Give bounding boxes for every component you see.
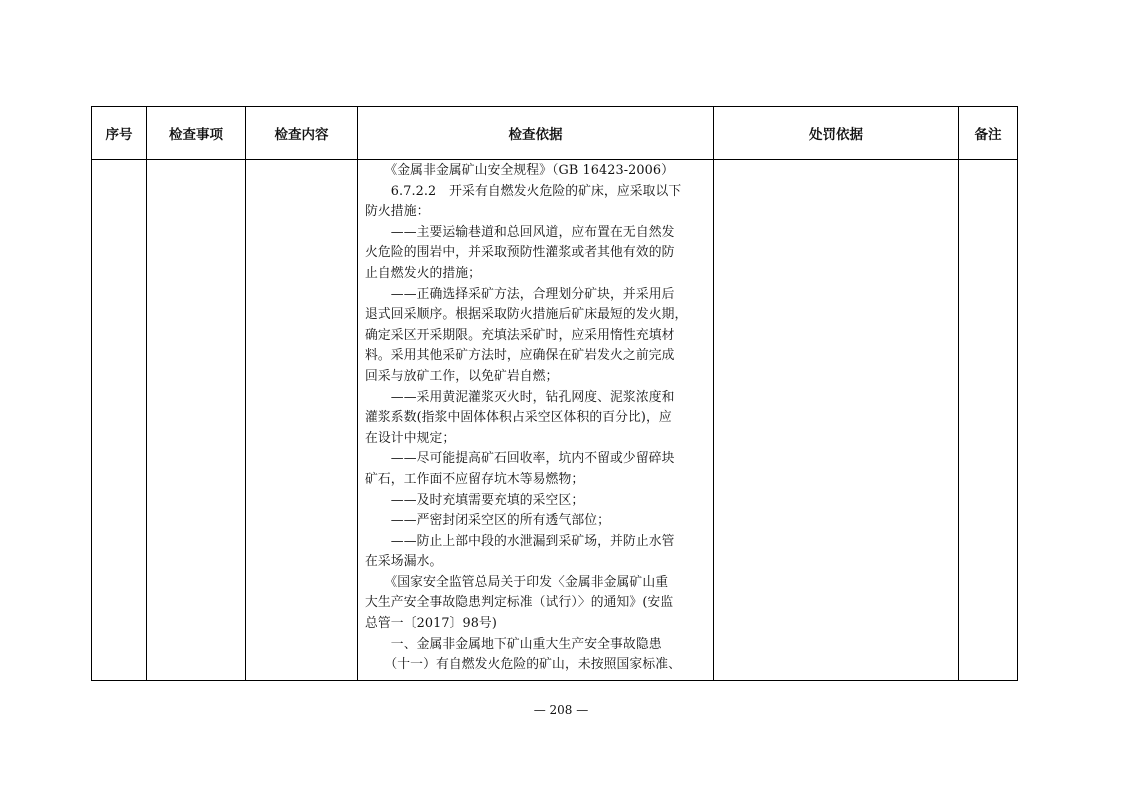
basis-text-line: 回采与放矿工作，以免矿岩自燃； [365,368,559,384]
basis-text-line: ——采用黄泥灌浆灭火时，钻孔网度、泥浆浓度和 [365,389,675,405]
basis-text-line: 在采场漏水。 [365,554,443,570]
basis-text-line: ——及时充填需要充填的采空区； [365,492,585,508]
basis-text-line: 料。采用其他采矿方法时，应确保在矿岩发火之前完成 [365,348,675,364]
basis-text-line: 在设计中规定； [365,430,456,446]
header-inspection-item: 检查事项 [147,107,246,160]
basis-text-line: 退式回采顺序。根据采取防火措施后矿床最短的发火期， [365,307,688,323]
basis-text-line: 《金属非金属矿山安全规程》（GB 16423-2006） [365,163,675,178]
basis-text-line: ——主要运输巷道和总回风道，应布置在无自然发 [365,224,675,240]
basis-text-line: 总管一〔2017〕98号) [365,616,497,632]
basis-text-line: 大生产安全事故隐患判定标准（试行）〉的通知》(安监 [365,595,674,611]
basis-text-line: ——尽可能提高矿石回收率，坑内不留或少留碎块 [365,451,675,467]
basis-text-line: ——防止上部中段的水泄漏到采矿场，并防止水管 [365,533,675,549]
cell-inspection-item [147,160,246,681]
header-inspection-basis: 检查依据 [358,107,714,160]
cell-inspection-content [246,160,358,681]
basis-text-line: 一、金属非金属地下矿山重大生产安全事故隐患 [365,636,662,652]
inspection-table [91,106,1018,681]
basis-text-line: 灌浆系数(指浆中固体体积占采空区体积的百分比)，应 [365,410,672,426]
header-penalty-basis: 处罚依据 [714,107,959,160]
header-serial-number: 序号 [92,107,147,160]
basis-text-line: （十一）有自燃发火危险的矿山，未按照国家标准、 [365,657,682,673]
basis-text-line: 止自燃发火的措施； [365,265,482,281]
page-number: — 208 — [533,703,589,717]
basis-text-line: 防火措施： [365,204,430,220]
basis-text-line: 确定采区开采期限。充填法采矿时，应采用惰性充填材 [365,327,675,343]
table-row [92,160,1018,681]
cell-penalty-basis [714,160,959,681]
cell-inspection-basis [358,160,714,681]
inspection-basis-text [365,161,710,676]
basis-text-line: ——正确选择采矿方法，合理划分矿块，并采用后 [365,286,675,302]
header-inspection-content: 检查内容 [246,107,358,160]
basis-text-line: 火危险的围岩中，并采取预防性灌浆或者其他有效的防 [365,245,675,261]
table-header-row [92,107,1018,160]
basis-text-line: 《国家安全监管总局关于印发〈金属非金属矿山重 [365,574,669,590]
basis-text-line: 6.7.2.2 开采有自燃发火危险的矿床，应采取以下 [365,183,682,199]
cell-remarks [959,160,1018,681]
cell-serial-number [92,160,147,681]
header-remarks: 备注 [959,107,1018,160]
basis-text-line: ——严密封闭采空区的所有透气部位； [365,513,611,529]
basis-text-line: 矿石，工作面不应留存坑木等易燃物； [365,471,585,487]
